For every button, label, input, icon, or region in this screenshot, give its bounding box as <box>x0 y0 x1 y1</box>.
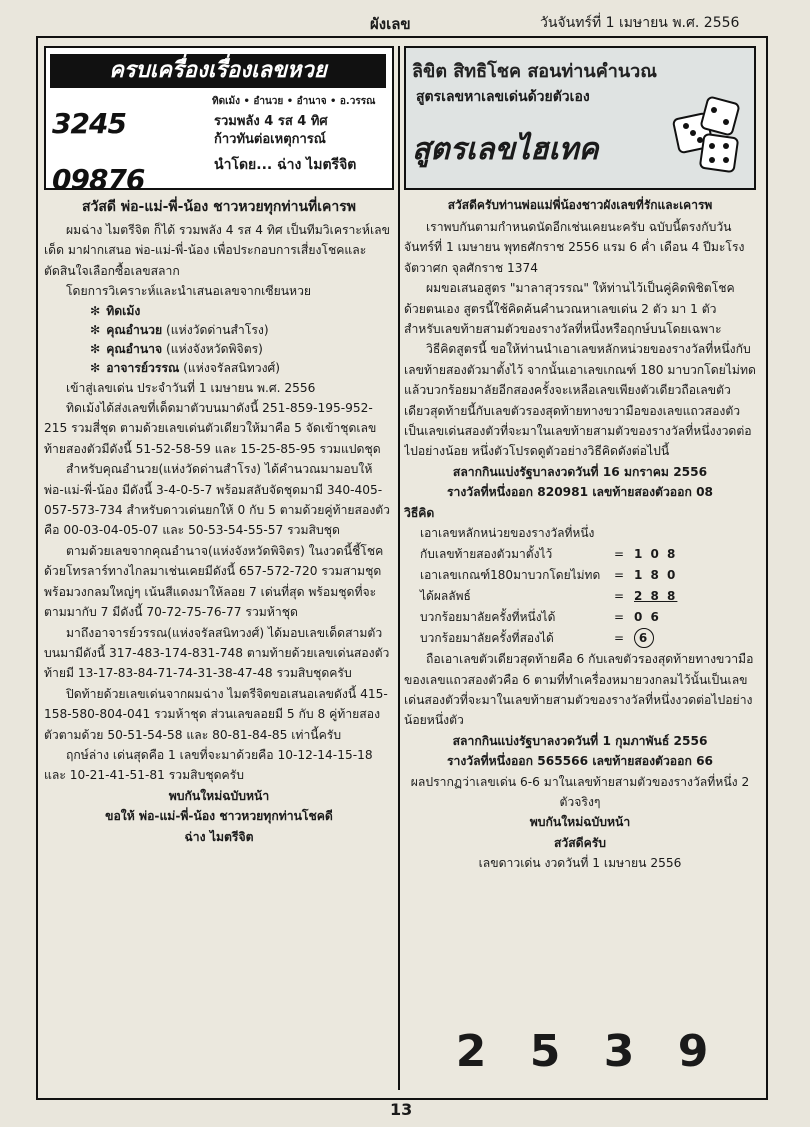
lucky-digit: 9 <box>677 1026 709 1077</box>
right-paragraph-5: ผลปรากฏว่าเลขเด่น 6-6 มาในเลขท้ายสามตัวของรางวัลที่หนึ่ง 2 ตัวจริงๆ <box>410 774 750 809</box>
draw1-title: สลากกินแบ่งรัฐบาลงวดวันที่ 16 มกราคม 2556 <box>452 464 708 479</box>
left-analysts-intro: โดยการวิเคราะห์และนำเสนอเลขจากเซียนหวย <box>66 284 312 299</box>
page-number: 13 <box>390 1100 413 1119</box>
left-closing-1: พบกันใหม่ฉบับหน้า <box>168 788 270 803</box>
left-column <box>44 46 394 1090</box>
right-paragraph-1: เราพบกันตามกำหนดนัดอีกเช่นเคยนะครับ ฉบับนี้ตรงกับวันจันทร์ที่ 1 เมษายน พุทธศักราช 2556 แรม 6 ค่ำ เดือน 4 ปีมะโรง จัตวาศก จุลศักราช 1374 <box>404 220 745 275</box>
column-divider <box>398 46 400 1090</box>
page-date: วันจันทร์ที่ 1 เมษายน พ.ศ. 2556 <box>540 15 740 31</box>
right-greeting: สวัสดีครับท่านพ่อแม่พี่น้องชาวผังเลขที่รักและเคารพ <box>447 198 713 212</box>
draw1-result: รางวัลที่หนึ่งออก 820981 เลขท้ายสองตัวออก 08 <box>446 485 714 500</box>
star-icon: ✻ <box>90 303 101 318</box>
left-banner-line2: ก้าวทันต่อเหตุการณ์ <box>214 132 326 147</box>
left-paragraph-4: มาถึงอาจารย์วรรณ(แห่งจรัลสนิทวงศ์) ได้มอบเลขเด็ดสามตัวบนมามีดังนี้ 317-483-174-831-748 ตามท้ายด้วยเลขเด่นสองตัวท้ายมี 13-17-83-84-71-74-31-38-47-48 รวมสิบชุดครับ <box>44 625 390 681</box>
lucky-digits <box>434 1026 734 1086</box>
lucky-digit: 3 <box>603 1026 635 1077</box>
left-banner-line3: นำโดย... ฉ่าง ไมตรีจิต <box>214 157 357 173</box>
left-paragraph-5: ปิดท้ายด้วยเลขเด่นจากผมฉ่าง ไมตรีจิตขอเสนอเลขดังนี้ 415-158-580-804-041 รวมห้าชุด ส่วนเลขลอยมี 5 กับ 8 คู่ท้ายสองตัวตามด้วย 50-51-54-58 และ 80-81-84-85 เท่านี้ครับ <box>44 686 388 742</box>
dice-icon <box>672 96 742 174</box>
right-column <box>404 46 756 1090</box>
calc-row: เอาเลขหลักหน่วยของรางวัลที่หนึ่ง <box>420 526 595 541</box>
lucky-digit: 5 <box>529 1026 561 1077</box>
left-banner-tags: ทิดเม้ง • อำนวย • อำนาจ • อ.วรรณ <box>212 96 376 107</box>
left-banner-title: ครบเครื่องเรื่องเลขหวย <box>50 54 386 88</box>
content-frame <box>36 36 768 1100</box>
draw2-title: สลากกินแบ่งรัฐบาลงวดวันที่ 1 กุมภาพันธ์ 2556 <box>452 733 708 748</box>
right-banner-line3: สูตรเลขไฮเทค <box>412 132 599 167</box>
right-closing-2: สวัสดีครับ <box>553 835 607 850</box>
page-header <box>0 8 810 34</box>
left-date-line: เข้าสู่เลขเด่น ประจำวันที่ 1 เมษายน พ.ศ. 2556 <box>66 380 316 395</box>
left-intro: ผมฉ่าง ไมตรีจิต ก็ได้ รวมพลัง 4 รส 4 ทิศ เป็นทีมวิเคราะห์เลขเด็ด มาฝากเสนอ พ่อ-แม่-พี่-น้อง เพื่อประกอบการเสี่ยงโชคและตัดสินใจเลือกซื้อเลขสลาก <box>44 223 390 278</box>
star-icon: ✻ <box>90 341 101 356</box>
right-closing-1: พบกันใหม่ฉบับหน้า <box>529 815 631 830</box>
left-paragraph-2: สำหรับคุณอำนวย(แห่งวัดด่านสำโรง) ได้คำนวณมามอบให้ พ่อ-แม่-พี่-น้อง มีดังนี้ 3-4-0-5-7 พร้อมสลับจัดชุดมามี 340-405-057-573-734 สำหรับดาวเด่นยกให้ 0 กับ 5 ตามด้วยคู่ท้ายสองตัวคือ 00-03-04-05-07 และ 50-53-54-55-57 รวมสิบชุด <box>44 462 391 538</box>
left-closing-3: ฉ่าง ไมตรีจิต <box>184 829 254 844</box>
analyst-item: ✻ คุณอำนวย (แห่งวัดด่านสำโรง) <box>90 322 269 337</box>
lucky-digit: 2 <box>455 1026 487 1077</box>
left-paragraph-6: ฤกษ์ล่าง เด่นสุดคือ 1 เลขที่จะมาด้วยคือ 10-12-14-15-18 และ 10-21-41-51-81 รวมสิบชุดครับ <box>44 747 373 783</box>
left-banner <box>44 46 394 190</box>
right-banner-line2: สูตรเลขหาเลขเด่นด้วยตัวเอง <box>416 89 590 105</box>
right-banner <box>404 46 756 190</box>
right-paragraph-3: วิธีคิดสูตรนี้ ขอให้ท่านนำเอาเลขหลักหน่วยของรางวัลที่หนึ่งกับเลขท้ายสองตัวมาตั้งไว้ จากนั้นเอาเลขเกณฑ์ 180 มาบวกโดยไม่ทดแล้วบวกร้อยมาลัยอีกสองครั้งจะเหลือเลขเพียงตัวเดียวถือเลขตัวเดียวสุดท้ายนี้กับเลขตัวรองสุดท้ายทางขวามือของเลขแถวสองตัวเป็นเลขเด่นสองตัวที่จะมาในเลขท้ายสามตัวของรางวัลที่หนึ่งงวดต่อไปอย่างน้อย หนึ่งตัวโปรดดูตัวอย่างวิธีคิดดังต่อไปนี้ <box>404 342 756 459</box>
calc-row: บวกร้อยมาลัยครั้งที่สองได้ = 6 <box>404 628 756 649</box>
left-paragraph-3: ตามด้วยเลขจากคุณอำนาจ(แห่งจังหวัดพิจิตร) ในงวดนี้ชี้โชคด้วยโทรลาร์ทางไกลมาเช่นเคยมีดังนี้ 657-572-720 รวมสามชุด พร้อมวงกลมใหญ่ๆ เน้นสีแดงมาให้ลอย 7 เด่นที่สุด พร้อมชุดที่จะตามมากับ 7 มีดังนี้ 70-72-75-76-77 รวมห้าชุด <box>44 543 384 620</box>
page-title: ผังเลข <box>370 15 411 33</box>
analyst-item: ✻ ทิดเม้ง <box>90 303 141 318</box>
method-label: วิธีคิด <box>404 505 435 520</box>
left-banner-line1: รวมพลัง 4 รส 4 ทิศ <box>214 114 328 129</box>
star-icon: ✻ <box>90 360 101 375</box>
right-paragraph-2: ผมขอเสนอสูตร "มาลาสุวรรณ" ให้ท่านไว้เป็นคู่คิดพิชิตโชคด้วยตนเอง สูตรนี้ใช้คิดค้นคำนวณหาเลขเด่น 2 ตัว มา 1 ตัว สำหรับเลขท้ายสามตัวของรางวัลที่หนึ่งหรือฤกษ์บนโดยเฉพาะ <box>404 281 735 337</box>
left-banner-numbers: 3245 09876 <box>52 107 145 190</box>
left-closing-2: ขอให้ พ่อ-แม่-พี่-น้อง ชาวหวยทุกท่านโชคดี <box>105 809 333 824</box>
analyst-item: ✻ อาจารย์วรรณ (แห่งจรัลสนิทวงศ์) <box>90 360 281 375</box>
left-paragraph-1: ทิดเม้งได้ส่งเลขที่เด็ดมาตัวบนมาดังนี้ 251-859-195-952-215 รวมสี่ชุด ตามด้วยเลขเด่นตัวเดียวให้มาคือ 5 จัดเข้าชุดเลขท้ายสองตัวมีดังนี้ 51-52-58-59 และ 15-25-85-95 รวมแปดชุด <box>44 401 381 456</box>
draw2-result: รางวัลที่หนึ่งออก 565566 เลขท้ายสองตัวออก 66 <box>446 754 714 769</box>
calc-row: ได้ผลลัพธ์ = 2 8 8 <box>420 589 678 604</box>
circled-number: 6 <box>634 628 654 648</box>
calc-row: กับเลขท้ายสองตัวมาตั้งไว้ = 1 0 8 <box>420 547 678 562</box>
calc-row: บวกร้อยมาลัยครั้งที่หนึ่งได้ = 0 6 <box>420 610 661 625</box>
analyst-item: ✻ คุณอำนาจ (แห่งจังหวัดพิจิตร) <box>90 341 263 356</box>
right-banner-line1: ลิขิต สิทธิโชค สอนท่านคำนวณ <box>412 61 657 82</box>
left-greeting: สวัสดี พ่อ-แม่-พี่-น้อง ชาวหวยทุกท่านที่เคารพ <box>81 199 357 215</box>
right-paragraph-4: ถือเอาเลขตัวเดียวสุดท้ายคือ 6 กับเลขตัวรองสุดท้ายทางขวามือของเลขแถวสองตัวคือ 6 ตามที่ทำเครื่องหมายวงกลมไว้นั้นเป็นเลขเด่นสองตัวที่จะมาในเลขท้ายสามตัวของรางวัลที่หนึ่งงวดต่อไปอย่างน้อยหนึ่งตัว <box>404 652 754 728</box>
star-icon: ✻ <box>90 322 101 337</box>
calc-row: เอาเลขเกณฑ์180มาบวกโดยไม่ทด = 1 8 0 <box>420 568 678 583</box>
lucky-label: เลขดาวเด่น งวดวันที่ 1 เมษายน 2556 <box>478 856 682 871</box>
